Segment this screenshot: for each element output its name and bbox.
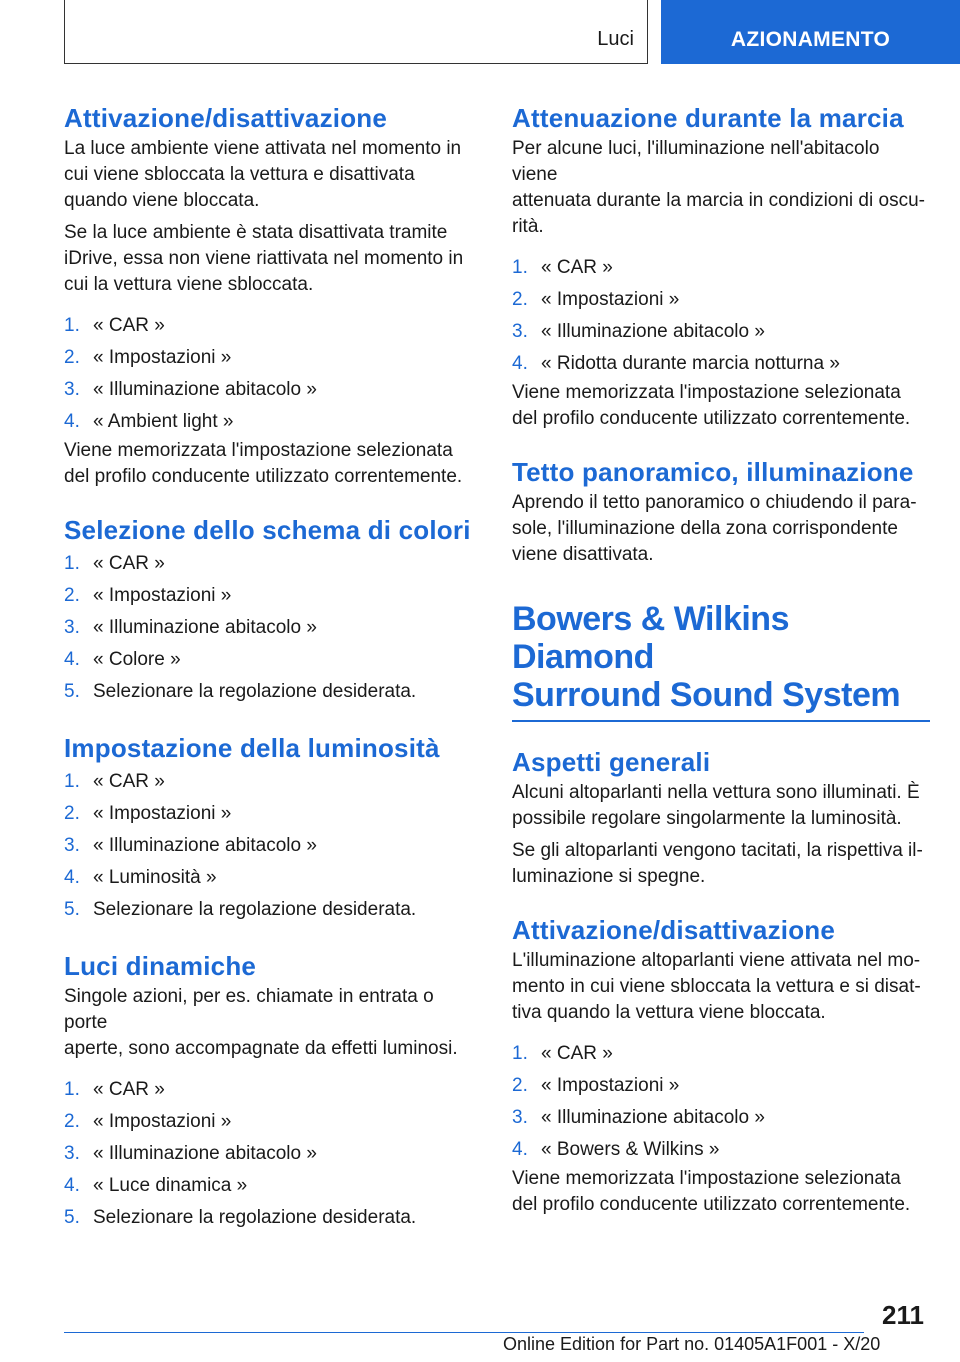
footer-rule	[64, 1332, 864, 1333]
step-list	[64, 1074, 482, 1234]
step-list	[64, 766, 482, 926]
footer-edition: Online Edition for Part no. 01405A1F001 - X/20	[503, 1334, 881, 1354]
list-item: 3. « Illuminazione abitacolo »	[512, 321, 765, 342]
header-frame	[64, 0, 648, 64]
paragraph: Aprendo il tetto panoramico o chiudendo il para- sole, l'illuminazione della zona corrispondente viene disattivata.	[512, 492, 917, 565]
paragraph: Viene memorizzata l'impostazione selezionata del profilo conducente utilizzato correntemente.	[512, 1168, 911, 1215]
step-list	[512, 252, 930, 380]
list-item: 1. « CAR »	[64, 315, 165, 336]
paragraph: L'illuminazione altoparlanti viene attivata nel mo- mento in cui viene sbloccata la vettura e si disat- tiva quando la vettura viene bloccata.	[512, 950, 921, 1023]
paragraph: Se gli altoparlanti vengono tacitati, la rispettiva il- luminazione si spegne.	[512, 840, 923, 887]
paragraph: La luce ambiente viene attivata nel momento in cui viene sbloccata la vettura e disattivata quando viene bloccata.	[64, 138, 462, 211]
list-item: 3. « Illuminazione abitacolo »	[64, 379, 317, 400]
list-item: 3. « Illuminazione abitacolo »	[64, 835, 317, 856]
section-title: Impostazione della luminosità	[64, 733, 440, 763]
paragraph: Se la luce ambiente è stata disattivata tramite iDrive, essa non viene riattivata nel momento in cui la vettura viene sbloccata.	[64, 222, 464, 295]
chapter-title: Bowers & Wilkins Diamond Surround Sound System	[512, 600, 901, 714]
right-column	[512, 100, 930, 1218]
list-item: 4. « Ridotta durante marcia notturna »	[512, 353, 840, 374]
section-title: Attivazione/disattivazione	[512, 915, 836, 945]
list-item: 5. Selezionare la regolazione desiderata.	[64, 1207, 417, 1228]
list-item: 4. « Ambient light »	[64, 411, 234, 432]
list-item: 1. « CAR »	[512, 257, 613, 278]
section-title: Tetto panoramico, illuminazione	[512, 457, 914, 487]
page-number: 211	[882, 1300, 924, 1330]
list-item: 2. « Impostazioni »	[512, 289, 680, 310]
header-chapter-label: AZIONAMENTO	[730, 28, 891, 51]
list-item: 2. « Impostazioni »	[64, 803, 232, 824]
list-item: 4. « Colore »	[64, 649, 181, 670]
list-item: 4. « Luce dinamica »	[64, 1175, 248, 1196]
header-section-title: Luci	[597, 28, 634, 50]
paragraph: Singole azioni, per es. chiamate in entrata o porte aperte, sono accompagnate da effetti luminosi.	[64, 986, 458, 1059]
paragraph: Per alcune luci, l'illuminazione nell'abitacolo viene attenuata durante la marcia in condizioni di oscu- rità.	[512, 138, 925, 237]
header-chapter-tab	[661, 0, 960, 64]
section-title: Aspetti generali	[512, 747, 711, 777]
left-column	[64, 100, 482, 1234]
list-item: 3. « Illuminazione abitacolo »	[64, 617, 317, 638]
list-item: 2. « Impostazioni »	[64, 1111, 232, 1132]
list-item: 1. « CAR »	[512, 1043, 613, 1064]
step-list	[64, 548, 482, 708]
list-item: 3. « Illuminazione abitacolo »	[64, 1143, 317, 1164]
list-item: 2. « Impostazioni »	[64, 347, 232, 368]
list-item: 2. « Impostazioni »	[64, 585, 232, 606]
section-title: Luci dinamiche	[64, 951, 257, 981]
paragraph: Alcuni altoparlanti nella vettura sono illuminati. È possibile regolare singolarmente la luminosità.	[512, 782, 920, 829]
paragraph: Viene memorizzata l'impostazione selezionata del profilo conducente utilizzato correntemente.	[64, 440, 463, 487]
section-title: Selezione dello schema di colori	[64, 515, 471, 545]
step-list	[512, 1038, 930, 1166]
list-item: 4. « Luminosità »	[64, 867, 217, 888]
paragraph: Viene memorizzata l'impostazione selezionata del profilo conducente utilizzato correntemente.	[512, 382, 911, 429]
list-item: 5. Selezionare la regolazione desiderata.	[64, 681, 417, 702]
step-list	[64, 310, 482, 438]
list-item: 1. « CAR »	[64, 1079, 165, 1100]
list-item: 4. « Bowers & Wilkins »	[512, 1139, 720, 1160]
list-item: 3. « Illuminazione abitacolo »	[512, 1107, 765, 1128]
list-item: 1. « CAR »	[64, 771, 165, 792]
section-title: Attivazione/disattivazione	[64, 103, 388, 133]
list-item: 5. Selezionare la regolazione desiderata.	[64, 899, 417, 920]
list-item: 2. « Impostazioni »	[512, 1075, 680, 1096]
list-item: 1. « CAR »	[64, 553, 165, 574]
section-title: Attenuazione durante la marcia	[512, 103, 904, 133]
